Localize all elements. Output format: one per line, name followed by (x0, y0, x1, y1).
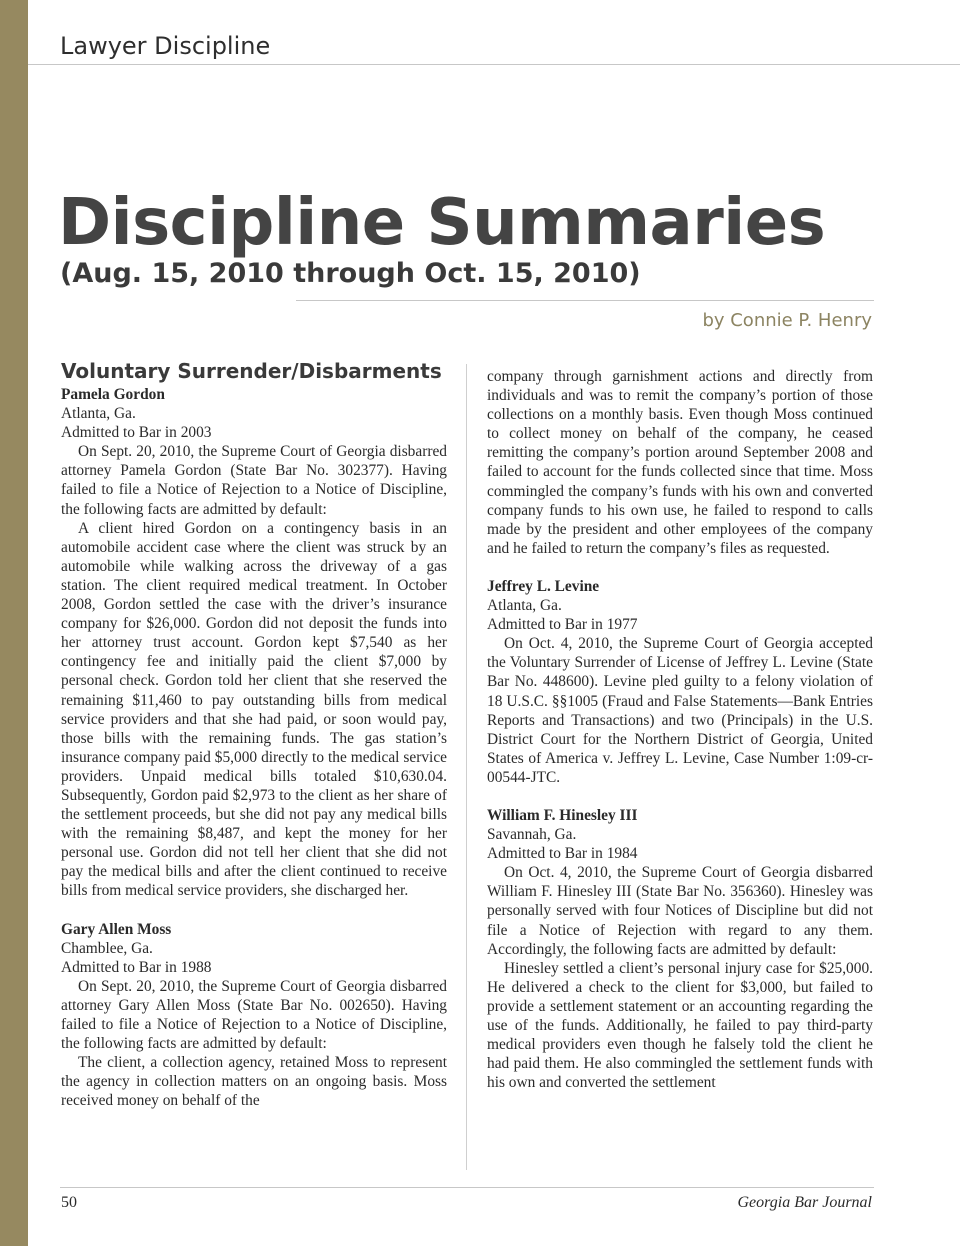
section-heading: Voluntary Surrender/Disbarments (61, 359, 442, 383)
case-city-moss: Chamblee, Ga. (61, 939, 153, 957)
header-rule (28, 64, 960, 65)
case-name-moss: Gary Allen Moss (61, 920, 172, 938)
column-divider (466, 364, 467, 1170)
case-city-levine: Atlanta, Ga. (487, 597, 562, 615)
footer-rule (60, 1187, 874, 1188)
page-number: 50 (61, 1194, 77, 1211)
left-column (61, 360, 447, 1110)
case-name-gordon: Pamela Gordon (61, 386, 165, 403)
journal-name: Georgia Bar Journal (737, 1194, 872, 1211)
side-color-bar (0, 0, 28, 1246)
subtitle-rule (296, 300, 874, 301)
case-name-levine: Jeffrey L. Levine (487, 577, 600, 595)
section-label: Lawyer Discipline (60, 32, 271, 60)
case-paragraph-hinesley-2: Hinesley settled a client’s personal injury case for $25,000. He delivered a check to the client for $3,000, but failed to provide a settlement statement or an accounting regarding the use of the funds. Additionally, he failed to pay third-party medical providers even though he falsely told the client he had paid them. He also commingled the settlement funds with his own and converted the settlement (487, 959, 873, 1092)
case-name-hinesley: William F. Hinesley III (487, 806, 638, 824)
byline: by Connie P. Henry (702, 310, 872, 331)
case-paragraph-levine-1: On Oct. 4, 2010, the Supreme Court of Georgia accepted the Voluntary Surrender of License of Jeffrey L. Levine (State Bar No. 448600). Levine pled guilty to a felony violation of 18 U.S.C. §§1005 (Fraud and False Statements—Bank Entries Reports and Transactions) and two (Principals) in the U.S. District Court for the Northern District of Georgia, United States of America v. Jeffrey L. Levine, Case Number 1:09-cr-00544-JTC. (487, 635, 873, 786)
case-admitted-levine: Admitted to Bar in 1977 (487, 616, 638, 634)
case-city-gordon: Atlanta, Ga. (61, 405, 136, 423)
case-admitted-moss: Admitted to Bar in 1988 (61, 958, 212, 976)
case-paragraph-moss-continued: company through garnishment actions and directly from individuals and was to remit the company’s portion of those collections on a monthly basis. Even though Moss continued to collect money on behalf of the company, he ceased remitting the company’s portion around September 2008 and failed to account for the funds collected since that time. Moss commingled the company’s funds with his own and converted company funds to his own use, he failed to respond to calls made by the president and other employees of the company and he failed to return the company’s files as requested. (487, 368, 873, 557)
page-subtitle: (Aug. 15, 2010 through Oct. 15, 2010) (60, 258, 641, 289)
right-column (487, 360, 873, 1092)
page-title: Discipline Summaries (58, 186, 826, 260)
case-paragraph-gordon-1: On Sept. 20, 2010, the Supreme Court of Georgia disbarred attorney Pamela Gordon (State Bar No. 302377). Having failed to file a Notice of Rejection to a Notice of Discipline, the following facts are admitted by default: (61, 443, 447, 518)
case-paragraph-gordon-2: A client hired Gordon on a contingency basis in an automobile accident case where the client was struck by an automobile while walking across the driveway of a gas station. The client required medical treatment. In October 2008, Gordon settled the case with the driver’s insurance company for $26,000. Gordon did not deposit the funds into her attorney trust account. Gordon kept $7,540 as her contingency fee and initially paid the client $7,000 by personal check. Gordon told her client that she reserved the remaining $11,460 to pay outstanding bills from medical service providers and that she had paid, or soon would pay, those bills with the remaining funds. The gas station’s insurance company paid $5,000 directly to the medical service providers. Unpaid medical bills totaled $10,630.04. Subsequently, Gordon paid $2,973 to the client as her share of the settlement proceeds, but she did not pay any medical bills with the remaining $8,487, and kept the money for her personal use. Gordon did not tell her client that she did not pay the medical bills and after the client continued to receive bills from medical service providers, she discharged her. (61, 519, 447, 900)
case-paragraph-hinesley-1: On Oct. 4, 2010, the Supreme Court of Georgia disbarred William F. Hinesley III (State Bar No. 356360). Hinesley was personally served with four Notices of Discipline but did not file a Notice of Rejection with regard to any them. Accordingly, the following facts are admitted by default: (487, 864, 873, 958)
case-paragraph-moss-2: The client, a collection agency, retained Moss to represent the agency in collection matters on an ongoing basis. Moss received money on behalf of the (61, 1054, 447, 1110)
case-paragraph-moss-1: On Sept. 20, 2010, the Supreme Court of Georgia disbarred attorney Gary Allen Moss (State Bar No. 002650). Having failed to file a Notice of Rejection to a Notice of Discipline, the following facts are admitted by default: (61, 977, 447, 1053)
case-admitted-hinesley: Admitted to Bar in 1984 (487, 845, 638, 863)
case-city-hinesley: Savannah, Ga. (487, 826, 577, 844)
case-admitted-gordon: Admitted to Bar in 2003 (61, 424, 212, 442)
